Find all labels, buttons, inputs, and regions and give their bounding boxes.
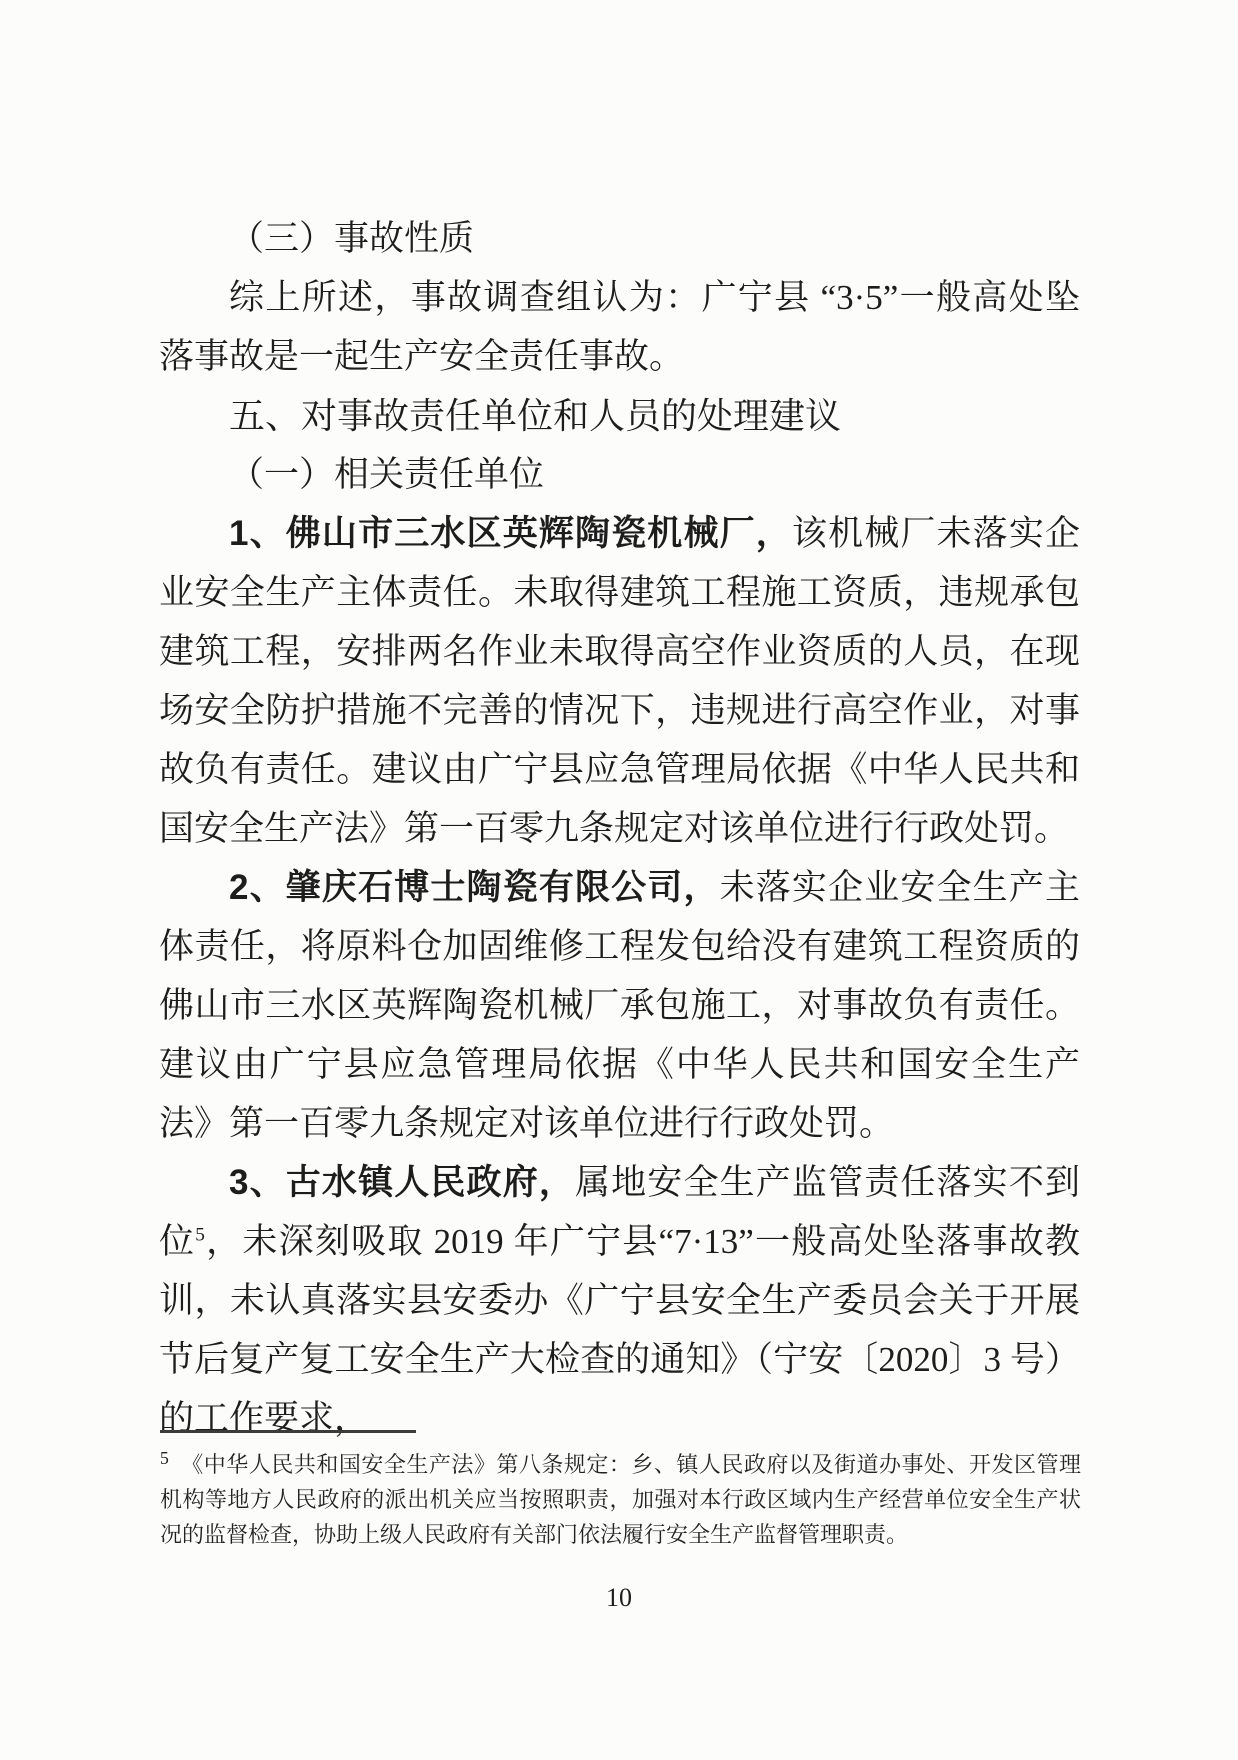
unit-3-body-start: 属地安全生产监管责任落实不到位 [159,1163,1080,1261]
unit-3-name: 3、古水镇人民政府， [229,1163,575,1202]
heading-section-five: 五、对事故责任单位和人员的处理建议 [229,395,842,436]
footnote-marker: 5 [160,1447,169,1468]
unit-3-body-end: ，未深刻吸取 2019 年广宁县“7·13”一般高处坠落事故教训，未认真落实县安委办《广宁县安全生产委员会关于开展节后复产复工安全生产大检查的通知》（宁安〔2020〕3 号）的工作要求， [159,1222,1080,1438]
page-number: 10 [606,1583,632,1612]
unit-1-name: 1、佛山市三水区英辉陶瓷机械厂， [229,514,792,553]
footnote-text: 《中华人民共和国安全生产法》第八条规定：乡、镇人民政府以及街道办事处、开发区管理机构等地方人民政府的派出机关应当按照职责，加强对本行政区域内生产经营单位安全生产状况的监督检查，协助上级人民政府有关部门依法履行安全生产监督管理职责。 [160,1452,1081,1547]
heading-accident-nature: （三）事故性质 [229,219,475,258]
footnote [160,1447,1081,1552]
paragraph-unit-2 [159,858,1080,1153]
footnote-reference-5: 5 [195,1224,205,1246]
paragraph-accident-conclusion [159,268,1080,386]
unit-2-body: 未落实企业安全生产主体责任，将原料仓加固维修工程发包给没有建筑工程资质的佛山市三水区英辉陶瓷机械厂承包施工，对事故负有责任。建议由广宁县应急管理局依据《中华人民共和国安全生产法》第一百零九条规定对该单位进行行政处罚。 [159,868,1080,1143]
text-run: 综上所述，事故调查组认为：广宁县 “3·5”一般高处坠落事故是一起生产安全责任事故。 [159,278,1080,376]
paragraph-unit-3 [159,1153,1080,1448]
document-body [159,209,1080,1448]
heading-subsection-responsible-units: （一）相关责任单位 [229,455,545,494]
unit-2-name: 2、肇庆石博士陶瓷有限公司， [229,868,720,907]
paragraph-unit-1 [159,504,1080,858]
unit-1-body: 该机械厂未落实企业安全生产主体责任。未取得建筑工程施工资质，违规承包建筑工程，安排两名作业未取得高空作业资质的人员，在现场安全防护措施不完善的情况下，违规进行高空作业，对事故负有责任。建议由广宁县应急管理局依据《中华人民共和国安全生产法》第一百零九条规定对该单位进行行政处罚。 [159,514,1080,848]
footnote-separator [160,1430,416,1433]
